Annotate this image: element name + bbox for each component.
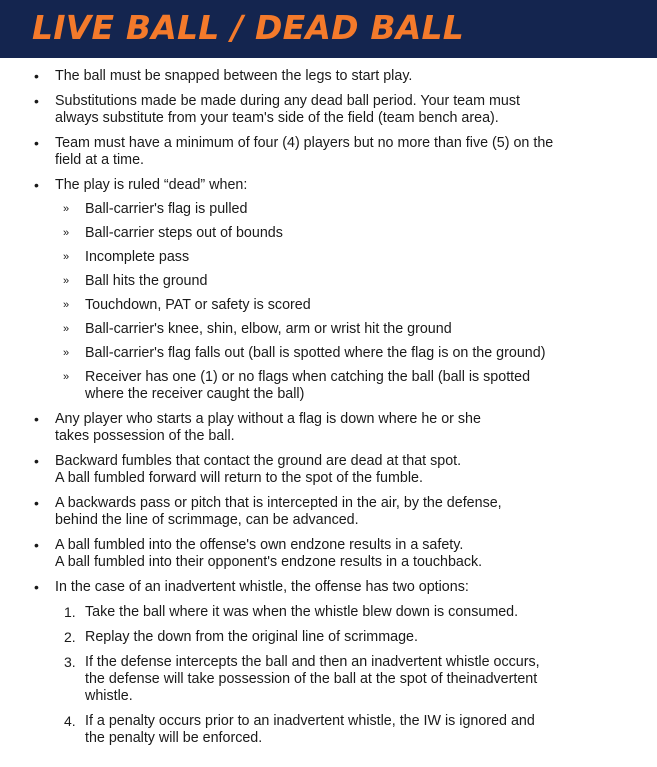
rule-text: Any player who starts a play without a flag is down where he or she bbox=[55, 411, 481, 427]
numbered-item-text: If a penalty occurs prior to an inadvertent whistle, the IW is ignored and bbox=[85, 713, 535, 729]
bullet-marker: • bbox=[34, 93, 39, 109]
sub-bullet-marker: » bbox=[63, 251, 70, 263]
numbered-item bbox=[0, 654, 657, 705]
sub-item bbox=[0, 249, 657, 266]
rule-text: A ball fumbled into the offense's own endzone results in a safety. bbox=[55, 537, 464, 553]
sub-item-text: Ball-carrier's flag falls out (ball is spotted where the flag is on the ground) bbox=[85, 345, 546, 361]
sub-item bbox=[0, 201, 657, 218]
sub-item-text: Ball-carrier steps out of bounds bbox=[85, 225, 283, 241]
rules-list bbox=[0, 68, 657, 747]
sub-item-text: Touchdown, PAT or safety is scored bbox=[85, 297, 311, 313]
rule-item bbox=[0, 177, 657, 194]
numbered-item-text: the defense will take possession of the ball at the spot of theinadvertent bbox=[85, 671, 538, 687]
rule-text: A ball fumbled forward will return to the spot of the fumble. bbox=[55, 470, 423, 486]
sub-item bbox=[0, 273, 657, 290]
sub-item-text: where the receiver caught the ball) bbox=[85, 386, 305, 402]
rule-text: Backward fumbles that contact the ground are dead at that spot. bbox=[55, 453, 462, 469]
rule-text: A backwards pass or pitch that is intercepted in the air, by the defense, bbox=[55, 495, 502, 511]
number-marker: 3. bbox=[64, 654, 76, 670]
sub-item-text: Incomplete pass bbox=[85, 249, 190, 265]
rule-text: The play is ruled “dead” when: bbox=[55, 177, 248, 193]
bullet-marker: • bbox=[34, 579, 39, 595]
numbered-item bbox=[0, 629, 657, 646]
sub-item bbox=[0, 321, 657, 338]
bullet-marker: • bbox=[34, 537, 39, 553]
sub-item bbox=[0, 369, 657, 403]
sub-bullet-marker: » bbox=[63, 371, 70, 383]
numbered-item-text: whistle. bbox=[85, 688, 133, 704]
rule-item bbox=[0, 135, 657, 169]
numbered-item bbox=[0, 713, 657, 747]
sub-bullet-marker: » bbox=[63, 299, 70, 311]
rule-text: field at a time. bbox=[55, 152, 144, 168]
number-marker: 2. bbox=[64, 629, 76, 645]
rule-text: behind the line of scrimmage, can be advanced. bbox=[55, 512, 359, 528]
sub-bullet-marker: » bbox=[63, 203, 70, 215]
rule-text: A ball fumbled into their opponent's endzone results in a touchback. bbox=[55, 554, 483, 570]
sub-item bbox=[0, 345, 657, 362]
rule-text: The ball must be snapped between the legs to start play. bbox=[55, 68, 413, 84]
numbered-item-text: Take the ball where it was when the whistle blew down is consumed. bbox=[85, 604, 519, 620]
bullet-marker: • bbox=[34, 177, 39, 193]
sub-item-text: Ball-carrier's flag is pulled bbox=[85, 201, 248, 217]
bullet-marker: • bbox=[34, 495, 39, 511]
rule-item bbox=[0, 579, 657, 596]
numbered-item-text: Replay the down from the original line of scrimmage. bbox=[85, 629, 418, 645]
rule-text: In the case of an inadvertent whistle, the offense has two options: bbox=[55, 579, 469, 595]
sub-item bbox=[0, 225, 657, 242]
page-title: LIVE BALL / DEAD BALL bbox=[32, 8, 464, 47]
rule-item bbox=[0, 495, 657, 529]
rule-text: always substitute from your team's side of the field (team bench area). bbox=[55, 110, 499, 126]
rule-text: Substitutions made be made during any dead ball period. Your team must bbox=[55, 93, 520, 109]
sub-item bbox=[0, 297, 657, 314]
sub-item-text: Ball-carrier's knee, shin, elbow, arm or wrist hit the ground bbox=[85, 321, 452, 337]
numbered-item-text: the penalty will be enforced. bbox=[85, 730, 263, 746]
bullet-marker: • bbox=[34, 68, 39, 84]
sub-bullet-marker: » bbox=[63, 227, 70, 239]
bullet-marker: • bbox=[34, 453, 39, 469]
sub-bullet-marker: » bbox=[63, 347, 70, 359]
numbered-item-text: If the defense intercepts the ball and then an inadvertent whistle occurs, bbox=[85, 654, 540, 670]
rule-item bbox=[0, 411, 657, 445]
rule-item bbox=[0, 537, 657, 571]
header-banner bbox=[0, 0, 657, 58]
rule-item bbox=[0, 453, 657, 487]
bullet-marker: • bbox=[34, 135, 39, 151]
sub-item-text: Receiver has one (1) or no flags when catching the ball (ball is spotted bbox=[85, 369, 531, 385]
rule-item bbox=[0, 93, 657, 127]
number-marker: 1. bbox=[64, 604, 76, 620]
number-marker: 4. bbox=[64, 713, 76, 729]
rule-text: takes possession of the ball. bbox=[55, 428, 235, 444]
rule-text: Team must have a minimum of four (4) players but no more than five (5) on the bbox=[55, 135, 554, 151]
sub-bullet-marker: » bbox=[63, 323, 70, 335]
numbered-item bbox=[0, 604, 657, 621]
bullet-marker: • bbox=[34, 411, 39, 427]
sub-item-text: Ball hits the ground bbox=[85, 273, 208, 289]
rule-item bbox=[0, 68, 657, 85]
sub-bullet-marker: » bbox=[63, 275, 70, 287]
